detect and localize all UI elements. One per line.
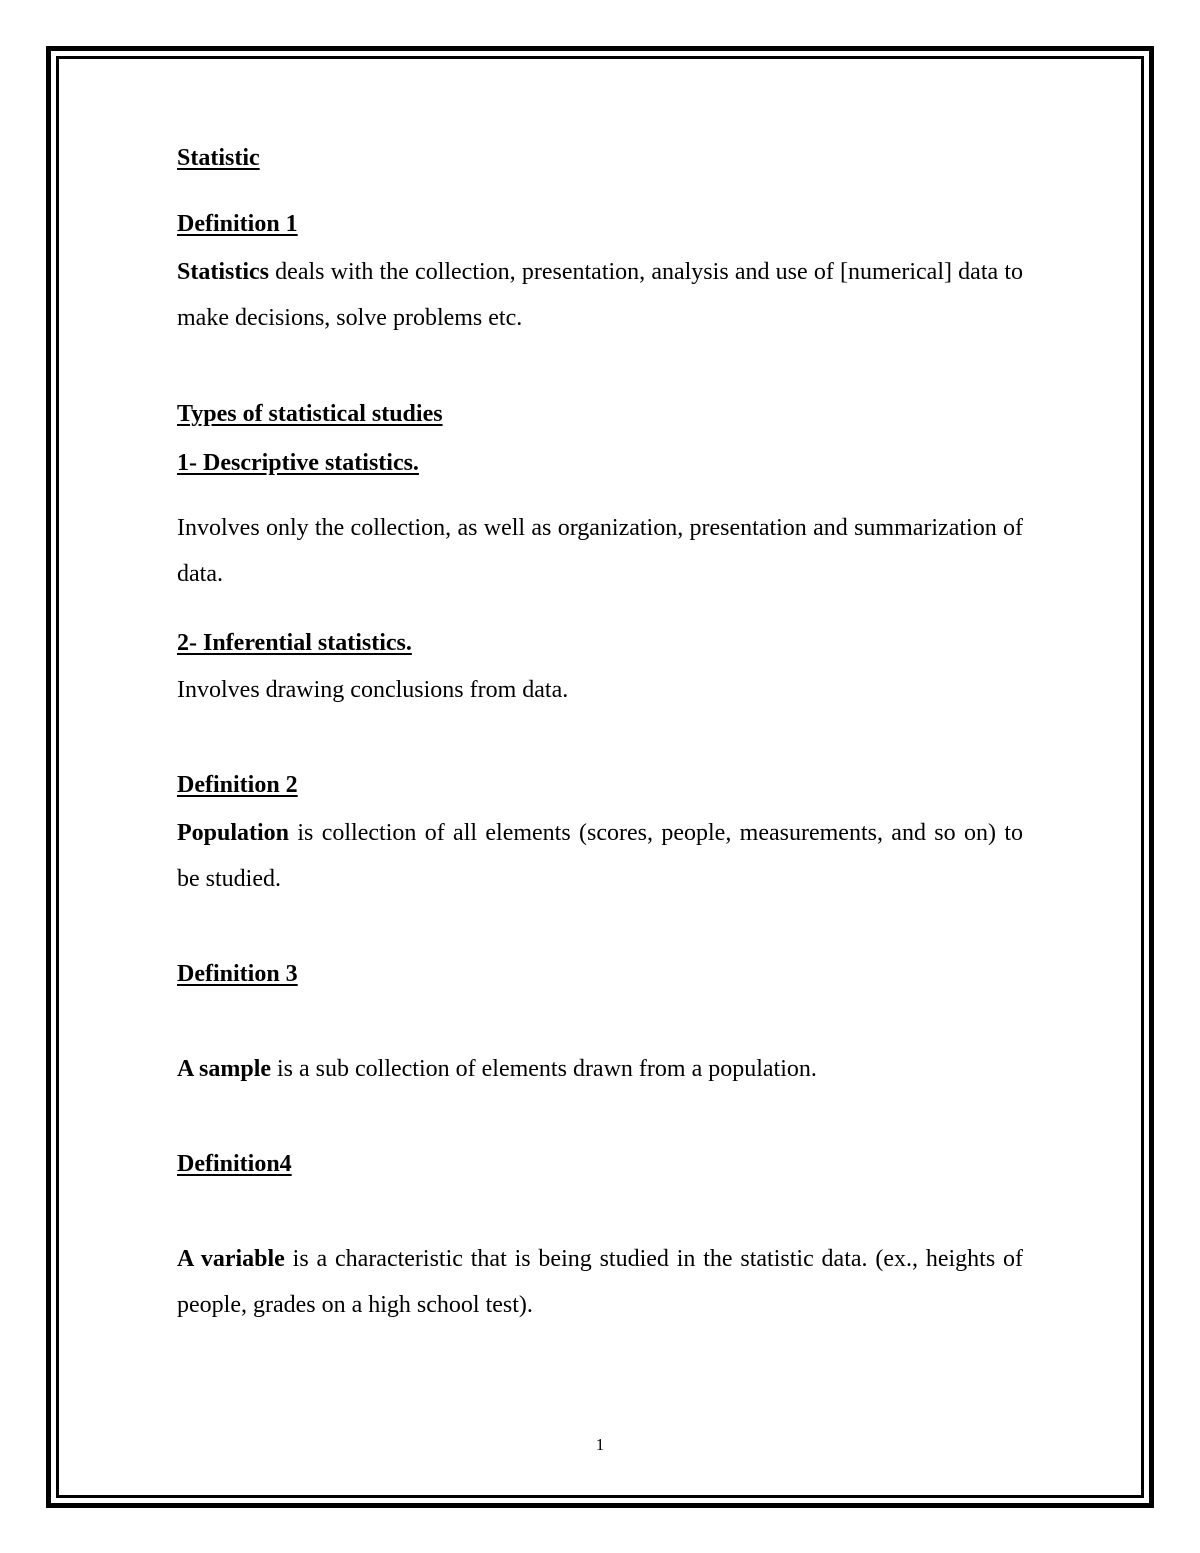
definition-1-body: deals with the collection, presentation, analysis and use of [numerical] data to make decisions, solve problems etc. [177,259,1023,331]
definition-4-heading: Definition4 [177,1151,292,1177]
definition-4-term: A variable [177,1246,285,1272]
definition-1-heading: Definition 1 [177,211,298,237]
descriptive-statistics-heading: 1- Descriptive statistics. [177,450,419,476]
inferential-statistics-heading: 2- Inferential statistics. [177,630,412,656]
definition-3-body: is a sub collection of elements drawn from a population. [271,1056,817,1082]
definition-1-text [177,249,1023,341]
definition-4-text [177,1236,1023,1328]
types-heading: Types of statistical studies [177,401,443,427]
descriptive-statistics-text: Involves only the collection, as well as organization, presentation and summarization of data. [177,515,1023,587]
definition-1-term: Statistics [177,259,269,285]
definition-3-text [177,1046,1023,1092]
definition-2-heading: Definition 2 [177,772,298,798]
inferential-statistics-text: Involves drawing conclusions from data. [177,677,569,703]
definition-3-heading: Definition 3 [177,961,298,987]
definition-3-term: A sample [177,1056,272,1082]
definition-2-body: is collection of all elements (scores, people, measurements, and so on) to be studied. [177,820,1023,892]
definition-4-body: is a characteristic that is being studied in the statistic data. (ex., heights of people, grades on a high school test). [177,1246,1024,1318]
document-title: Statistic [177,145,260,171]
definition-2-term: Population [177,820,290,846]
definition-2-text [177,810,1023,902]
page-number: 1 [595,1435,605,1454]
